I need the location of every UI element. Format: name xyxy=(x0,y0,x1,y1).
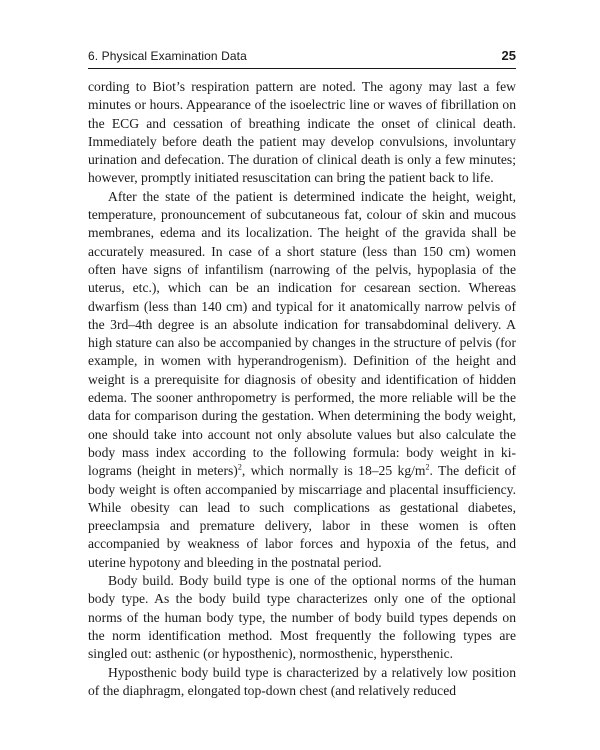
section-title: 6. Physical Examination Data xyxy=(88,49,247,63)
paragraph-3: Body build. Body build type is one of the optional norms of the human body type. As the body build type characterizes only one of the optional norms of the human body type, the number of body build types depends on the norm identification method. Most frequently the following types are singled out: asthenic (or hyposthenic), normosthenic, hypersthenic. xyxy=(88,573,516,662)
superscript-square: 2 xyxy=(237,462,242,472)
paragraph-1: cording to Biot’s respiration pattern are noted. The agony may last a few minutes or hours. Appearance of the isoelectric line or waves of fibrillation on the ECG and cessation of breathing indicate the onset of clinical death. Immediately before death the patient may develop convulsions, involuntary urination and defecation. The duration of clinical death is only a few minutes; however, promptly initiated resuscitation can bring the patient back to life. xyxy=(88,79,516,186)
paragraph-2-part-c: . The deficit of body weight is often accompanied by miscarriage and placental insufficiency. While obesity can lead to such complications as gestational diabetes, preeclampsia and premature delivery, labor in these women is often accompanied by weakness of labor forces and hypoxia of the fetus, and uterine hypotony and bleeding in the postnatal period. xyxy=(88,463,516,570)
superscript-square-unit: 2 xyxy=(425,462,430,472)
page-number: 25 xyxy=(501,48,516,63)
paragraph-2-part-b: , which normally is 18–25 kg/m xyxy=(241,463,426,479)
paragraph-4: Hyposthenic body build type is characterized by a relatively low position of the diaphragm, elongated top-down chest (and relatively reduced xyxy=(88,664,516,698)
body-text xyxy=(88,78,516,700)
running-header xyxy=(88,48,516,69)
paragraph-2 xyxy=(88,188,516,572)
paragraph-2-part-a: After the state of the patient is determined indicate the height, weight, temperature, pronouncement of subcutaneous fat, colour of skin and mucous membranes, edema and its localization. The height of the gravida shall be accurately measured. In case of a short stature (less than 150 cm) women often have signs of infantilism (narrowing of the pelvis, hypoplasia of the uterus, etc.), which can be an indication for cesarean section. Whereas dwarfism (less than 140 cm) and typical for it anatomically narrow pelvis of the 3rd–4th degree is an absolute indication for transabdominal delivery. A high stature can also be accompanied by changes in the structure of pelvis (for example, in women with hyperandrogenism). Definition of the height and weight is a prerequisite for diagnosis of obesity and identification of hidden edema. The sooner anthropometry is performed, the more reliable will be the data for comparison during the gestation. When determining the body weight, one should take into account not only absolute values but also calculate the body mass index according to the following formula: body weight in kilograms (height in meters) xyxy=(88,188,516,479)
